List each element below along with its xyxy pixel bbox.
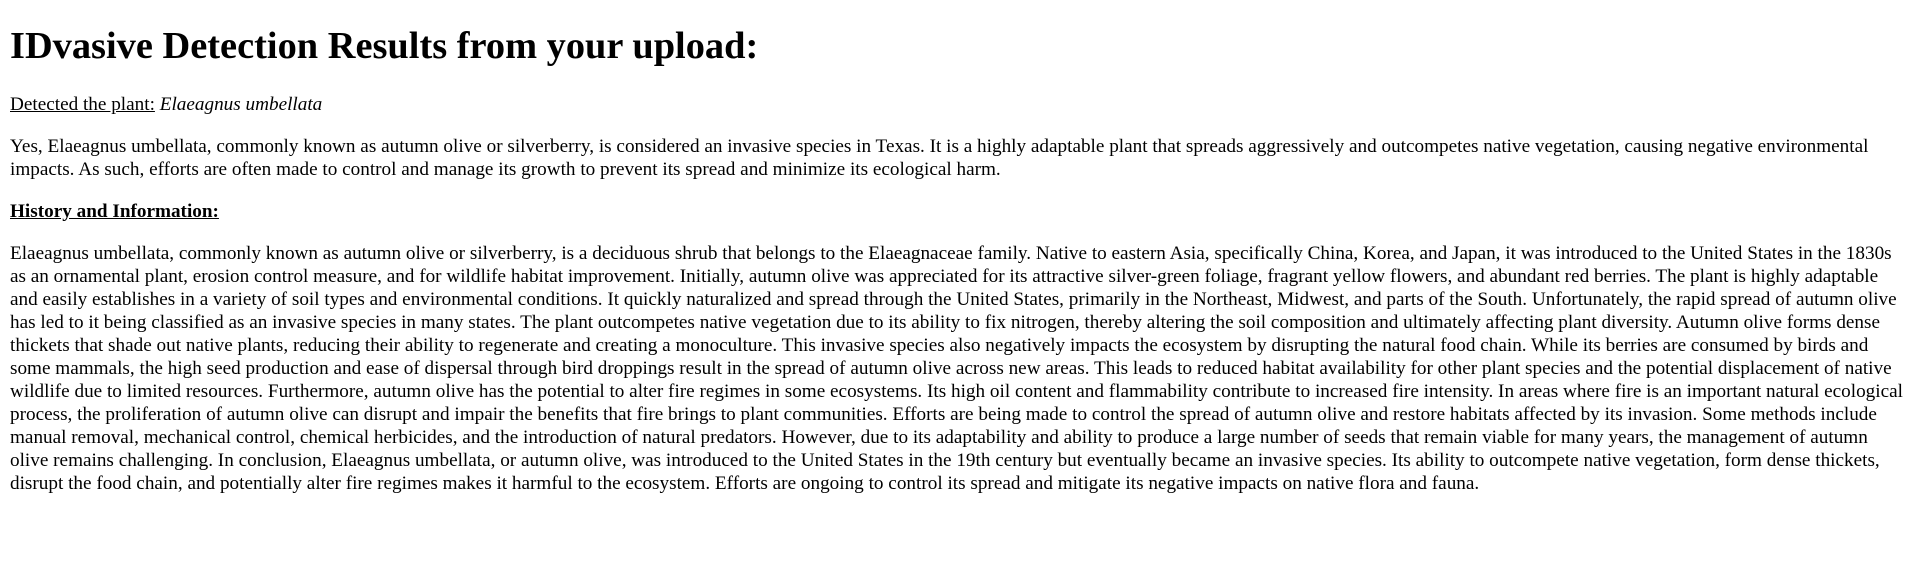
history-heading: History and Information: xyxy=(10,201,219,222)
invasive-summary: Yes, Elaeagnus umbellata, commonly known as autumn olive or silverberry, is considered an invasive species in Texas. It is a highly adaptable plant that spreads aggressively and outcompetes native vegetation, causing negative environmental impacts. As such, efforts are often made to control and manage its growth to prevent its spread and minimize its ecological harm. xyxy=(10,136,1869,180)
detected-plant-species: Elaeagnus umbellata xyxy=(159,94,323,115)
results-page xyxy=(10,0,1910,495)
history-body: Elaeagnus umbellata, commonly known as autumn olive or silverberry, is a deciduous shrub that belongs to the Elaeagnaceae family. Native to eastern Asia, specifically China, Korea, and Japan, it was introduced to the United States in the 1830s as an ornamental plant, erosion control measure, and for wildlife habitat improvement. Initially, autumn olive was appreciated for its attractive silver-green foliage, fragrant yellow flowers, and abundant red berries. The plant is highly adaptable and easily establishes in a variety of soil types and environmental conditions. It quickly naturalized and spread through the United States, primarily in the Northeast, Midwest, and parts of the South. Unfortunately, the rapid spread of autumn olive has led to it being classified as an invasive species in many states. The plant outcompetes native vegetation due to its ability to fix nitrogen, thereby altering the soil composition and ultimately affecting plant diversity. Autumn olive forms dense thickets that shade out native plants, reducing their ability to regenerate and creating a monoculture. This invasive species also negatively impacts the ecosystem by disrupting the natural food chain. While its berries are consumed by birds and some mammals, the high seed production and ease of dispersal through bird droppings result in the spread of autumn olive across new areas. This leads to reduced habitat availability for other plant species and the potential displacement of native wildlife due to limited resources. Furthermore, autumn olive has the potential to alter fire regimes in some ecosystems. Its high oil content and flammability contribute to increased fire intensity. In areas where fire is an important natural ecological process, the proliferation of autumn olive can disrupt and impair the benefits that fire brings to plant communities. Efforts are being made to control the spread of autumn olive and restore habitats affected by its invasion. Some methods include manual removal, mechanical control, chemical herbicides, and the introduction of natural predators. However, due to its adaptability and ability to produce a large number of seeds that remain viable for many years, the management of autumn olive remains challenging. In conclusion, Elaeagnus umbellata, or autumn olive, was introduced to the United States in the 19th century but eventually became an invasive species. Its ability to outcompete native vegetation, form dense thickets, disrupt the food chain, and potentially alter fire regimes makes it harmful to the ecosystem. Efforts are ongoing to control its spread and mitigate its negative impacts on native flora and fauna. xyxy=(10,243,1903,494)
page-title: IDvasive Detection Results from your upload: xyxy=(10,25,759,67)
detected-plant-line xyxy=(10,93,1910,116)
detected-plant-label: Detected the plant: xyxy=(10,94,155,115)
